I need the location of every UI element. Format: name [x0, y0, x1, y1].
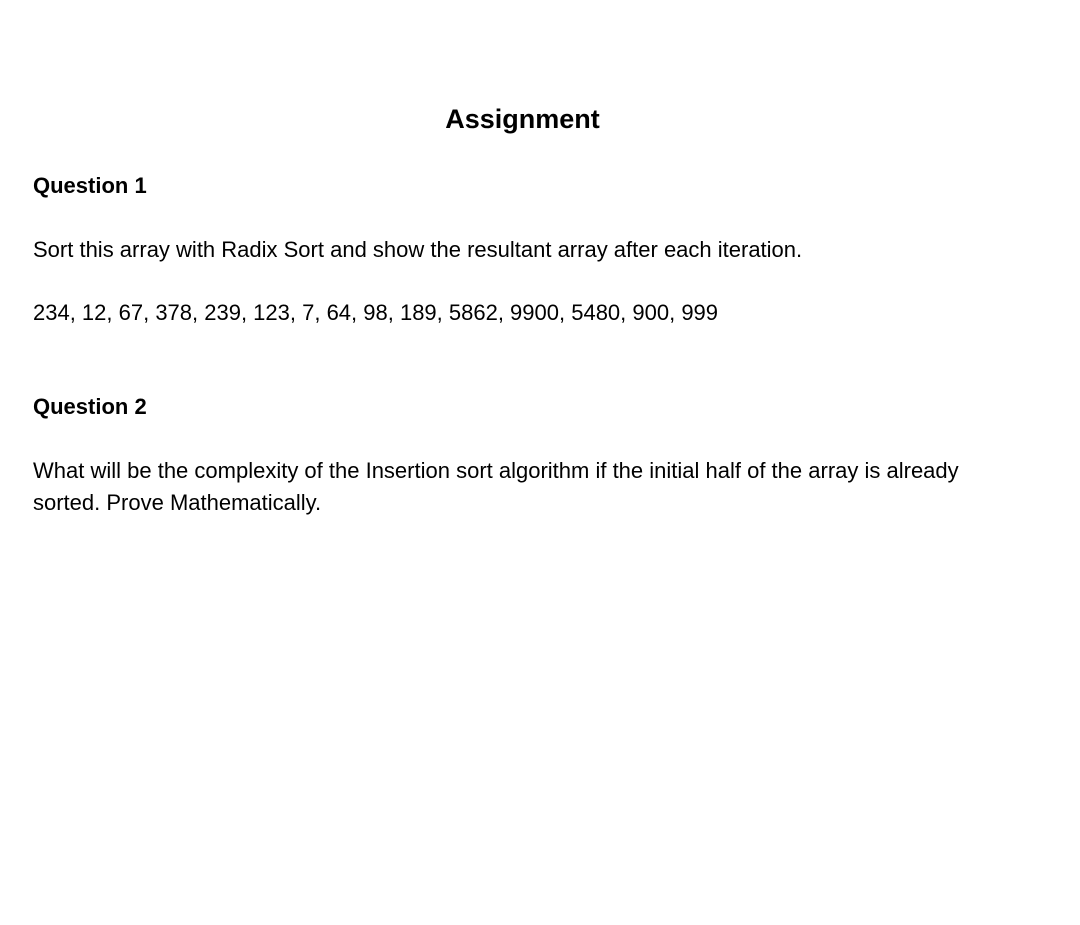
question-1-heading: Question 1	[33, 173, 147, 198]
question-1-array: 234, 12, 67, 378, 239, 123, 7, 64, 98, 189, 5862, 9900, 5480, 900, 999	[33, 300, 719, 325]
question-2-heading: Question 2	[33, 394, 147, 419]
question-1-prompt: Sort this array with Radix Sort and show the resultant array after each iteration.	[33, 237, 803, 262]
question-2-prompt: What will be the complexity of the Insertion sort algorithm if the initial half of the array is already sorted. Prove Mathematically.	[33, 458, 959, 515]
document-title: Assignment	[445, 104, 600, 134]
